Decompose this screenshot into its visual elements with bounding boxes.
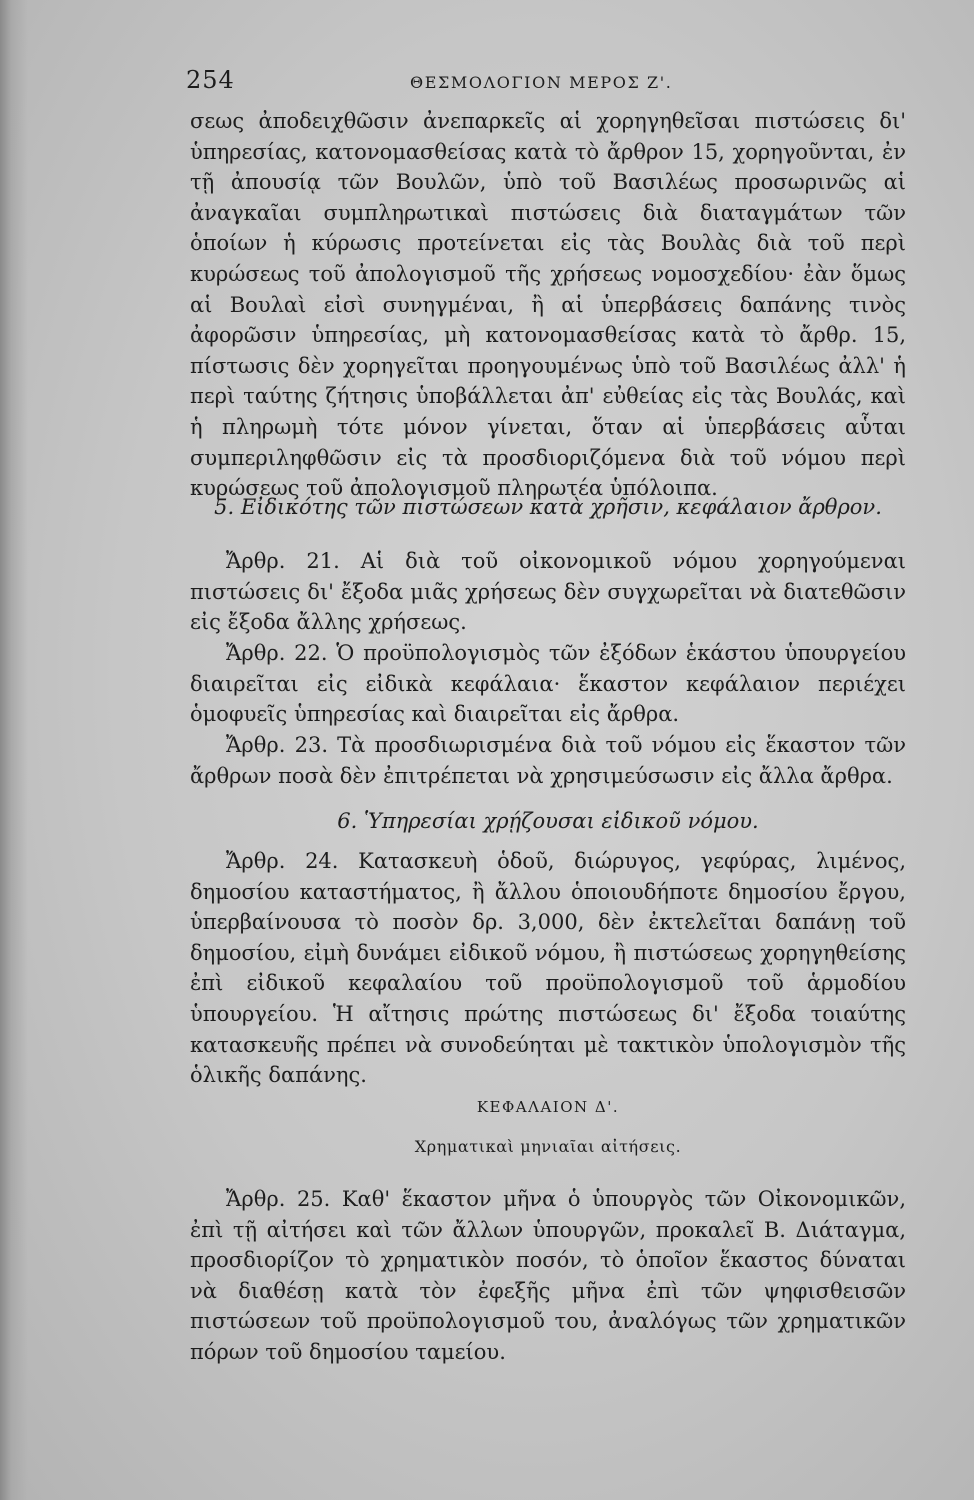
page-number: 254 (186, 66, 235, 94)
article-21: Ἄρθρ. 21. Αἱ διὰ τοῦ οἰκονομικοῦ νόμου χορηγούμεναι πιστώσεις δι' ἔξοδα μιᾶς χρήσεως δὲν συγχωρεῖται νὰ διατεθῶσιν εἰς ἔξοδα ἄλλης χρήσεως. (190, 549, 906, 635)
article-25: Ἄρθρ. 25. Καθ' ἕκαστον μῆνα ὁ ὑπουργὸς τῶν Οἰκονομικῶν, ἐπὶ τῇ αἰτήσει καὶ τῶν ἄλλων ὑπουργῶν, προκαλεῖ Β. Διάταγμα, προσδιορίζον τὸ χρηματικὸν ποσόν, τὸ ὁποῖον ἕκαστος δύναται νὰ διαθέσῃ κατὰ τὸν ἐφεξῆς μῆνα ἐπὶ τῶν ψηφισθεισῶν πιστώσεων τοῦ προϋπολογισμοῦ του, ἀναλόγως τῶν χρηματικῶν πόρων τοῦ δημοσίου ταμείου. (190, 1187, 906, 1364)
page-header (186, 66, 904, 94)
binding-gutter (0, 0, 28, 1500)
article-22: Ἄρθρ. 22. Ὁ προϋπολογισμὸς τῶν ἐξόδων ἑκάστου ὑπουργείου διαιρεῖται εἰς εἰδικὰ κεφάλαια· ἕκαστον κεφάλαιον περιέχει ὁμοφυεῖς ὑπηρεσίας καὶ διαιρεῖται εἰς ἄρθρα. (190, 641, 906, 727)
chapter-heading: ΚΕΦΑΛΑΙΟΝ Δ'. (476, 1098, 620, 1116)
paragraph-continuation: σεως ἀποδειχθῶσιν ἀνεπαρκεῖς αἱ χορηγηθεῖσαι πιστώσεις δι' ὑπηρεσίας, κατονομασθείσας κατὰ τὸ ἄρθρον 15, χορηγοῦνται, ἐν τῇ ἀπουσίᾳ τῶν Βουλῶν, ὑπὸ τοῦ Βασιλέως προσωρινῶς αἱ ἀναγκαῖαι συμπληρωτικαὶ πιστώσεις διὰ διαταγμάτων τῶν ὁποίων ἡ κύρωσις προτείνεται εἰς τὰς Βουλὰς διὰ τοῦ περὶ κυρώσεως τοῦ ἀπολογισμοῦ τῆς χρήσεως νομοσχεδίου· ἐὰν ὅμως αἱ Βουλαὶ εἰσὶ συνηγμέναι, ἢ αἱ ὑπερβάσεις δαπάνης τινὸς ἀφορῶσιν ὑπηρεσίας, μὴ κατονομασθείσας κατὰ τὸ ἄρθρ. 15, πίστωσις δὲν χορηγεῖται προηγουμένως ὑπὸ τοῦ Βασιλέως ἀλλ' ἡ περὶ ταύτης ζήτησις ὑποβάλλεται ἀπ' εὐθείας εἰς τὰς Βουλάς, καὶ ἡ πληρωμὴ τότε μόνον γίνεται, ὅταν αἱ ὑπερβάσεις αὗται συμπεριληφθῶσιν εἰς τὰ προσδιοριζόμενα διὰ τοῦ νόμου περὶ κυρώσεως τοῦ ἀπολογισμοῦ πληρωτέα ὑπόλοιπα. (190, 109, 906, 501)
running-head: ΘΕΣΜΟΛΟΓΙΟΝ ΜΕΡΟΣ Ζ'. (410, 73, 673, 92)
section-heading-6: 6. Ὑπηρεσίαι χρῄζουσαι εἰδικοῦ νόμου. (337, 809, 759, 833)
section-heading-5: 5. Εἰδικότης τῶν πιστώσεων κατὰ χρῆσιν, κεφάλαιον ἄρθρον. (214, 495, 882, 519)
article-24: Ἄρθρ. 24. Κατασκευὴ ὁδοῦ, διώρυγος, γεφύρας, λιμένος, δημοσίου καταστήματος, ἢ ἄλλου ὁποιουδήποτε δημοσίου ἔργου, ὑπερβαίνουσα τὸ ποσὸν δρ. 3,000, δὲν ἐκτελεῖται δαπάνῃ τοῦ δημοσίου, εἰμὴ δυνάμει εἰδικοῦ νόμου, ἢ πιστώσεως χορηγηθείσης ἐπὶ εἰδικοῦ κεφαλαίου τοῦ προϋπολογισμοῦ τοῦ ἁρμοδίου ὑπουργείου. Ἡ αἴτησις πρώτης πιστώσεως δι' ἔξοδα τοιαύτης κατασκευῆς πρέπει νὰ συνοδεύηται μὲ τακτικὸν ὑπολογισμὸν τῆς ὁλικῆς δαπάνης. (190, 849, 906, 1088)
article-23: Ἄρθρ. 23. Τὰ προσδιωρισμένα διὰ τοῦ νόμου εἰς ἕκαστον τῶν ἄρθρων ποσὰ δὲν ἐπιτρέπεται νὰ χρησιμεύσωσιν εἰς ἄλλα ἄρθρα. (190, 733, 906, 788)
chapter-subtitle: Χρηματικαὶ μηνιαῖαι αἰτήσεις. (414, 1137, 682, 1156)
